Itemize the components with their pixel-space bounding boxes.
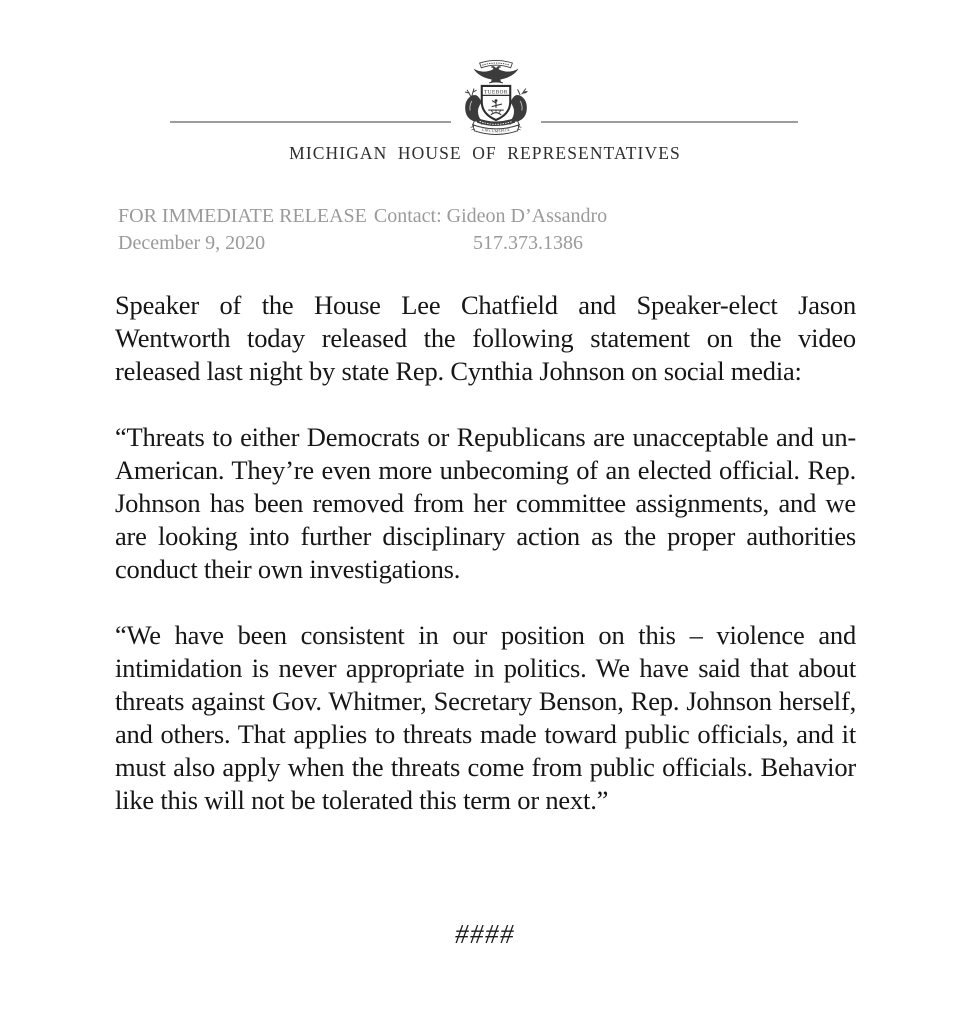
contact-phone: 517.373.1386 <box>473 232 583 254</box>
press-release-end-mark: #### <box>455 919 515 949</box>
statement-paragraph-3: “We have been consistent in our position on this – violence and intimidation is never appropriate in politics. We have said that about threats against Gov. Whitmer, Secretary Benson, Rep. Johnson herself, and others. That applies to threats made toward public officials, and it must also apply when the threats come from public officials. Behavior like this will not be tolerated this term or next.” <box>115 620 856 815</box>
seal-top-ribbon <box>480 60 513 67</box>
seal-shield-motto: TUEBOR <box>484 89 508 96</box>
seal-bottom-ribbon <box>471 125 522 135</box>
seal-shield <box>482 86 510 120</box>
release-line-2 <box>118 230 870 257</box>
michigan-coat-of-arms-icon <box>451 57 541 139</box>
for-immediate-release-label: FOR IMMEDIATE RELEASE <box>118 205 367 227</box>
statement-body <box>115 289 856 817</box>
seal-bottom-motto: CIRCUMSPICE <box>481 127 511 134</box>
contact-label: Contact: Gideon D’Assandro <box>373 205 608 227</box>
statement-paragraph-2: “Threats to either Democrats or Republicans are unacceptable and un-American. They’re even more unbecoming of an elected official. Rep. Johnson has been removed from her committee assignments, and we are looking into further disciplinary action as the proper authorities conduct their own investigations. <box>115 422 856 584</box>
release-line-1 <box>118 203 870 230</box>
release-date: December 9, 2020 <box>118 232 266 254</box>
org-name-title: MICHIGAN HOUSE OF REPRESENTATIVES <box>289 143 681 163</box>
statement-paragraph-1: Speaker of the House Lee Chatfield and Speaker-elect Jason Wentworth today released the following statement on the video released last night by state Rep. Cynthia Johnson on social media: <box>115 290 856 386</box>
letterhead-rule-right <box>541 121 798 123</box>
release-info-block <box>118 203 870 257</box>
letterhead-rule-left <box>170 121 451 123</box>
seal-eagle <box>474 66 519 83</box>
